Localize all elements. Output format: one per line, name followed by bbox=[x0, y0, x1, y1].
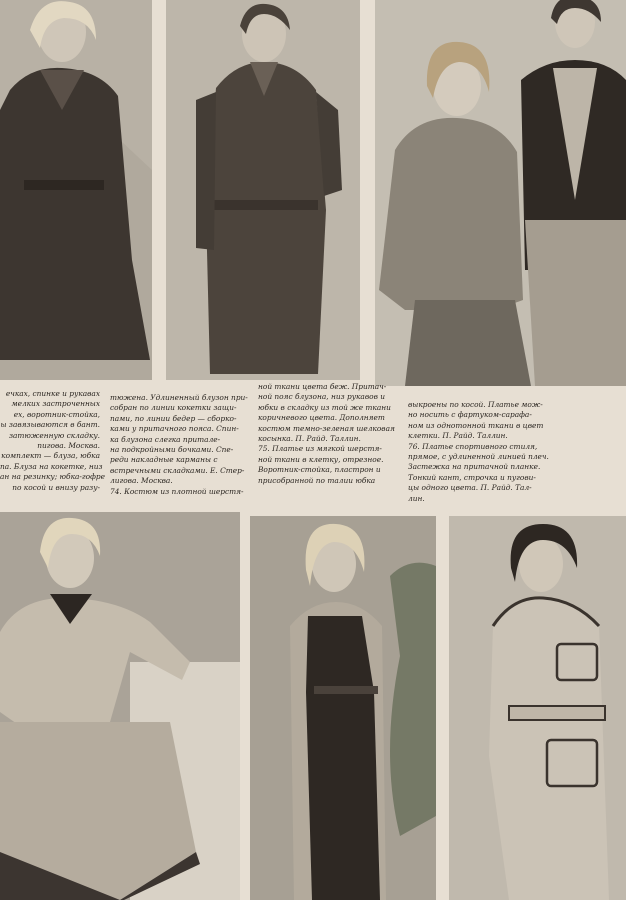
caption-line: 76. Платье спортивного стиля, bbox=[408, 441, 538, 451]
caption-column-2 bbox=[110, 393, 250, 497]
photo-bottom-3 bbox=[449, 516, 626, 900]
caption-line: ном из однотонной ткани в цвет bbox=[408, 420, 544, 430]
caption-line: комплект — блуза, юбка bbox=[1, 451, 100, 461]
caption-line: па. Блуза на кокетке, низ bbox=[0, 461, 103, 471]
caption-line: костюм темно-зеленая шелковая bbox=[258, 423, 395, 433]
caption-column-4 bbox=[408, 400, 588, 504]
caption-line: Воротник-стойка, пластрон и bbox=[258, 465, 381, 475]
caption-line: ечках, спинке и рукавах bbox=[5, 389, 100, 398]
caption-line: 74. Костюм из плотной шерстя- bbox=[110, 486, 244, 496]
caption-column-1 bbox=[0, 389, 105, 493]
caption-line: косынка. П. Райд. Таллин. bbox=[258, 434, 361, 444]
caption-line: ка блузона слегка притале- bbox=[110, 434, 221, 444]
caption-line: лигова. Москва. bbox=[110, 476, 173, 486]
caption-line: затюженную складку. bbox=[8, 430, 100, 440]
caption-line: лин. bbox=[408, 493, 425, 503]
caption-line: Застежка на притачной планке. bbox=[408, 462, 541, 472]
caption-line: пами, по линии бедер — сборко- bbox=[110, 413, 237, 423]
photo-bottom-2 bbox=[250, 516, 436, 900]
caption-line: Тонкий кант, строчка и пугови- bbox=[408, 472, 536, 482]
caption-line: юбки в складку из той же ткани bbox=[258, 402, 391, 412]
caption-line: ан на резинку; юбка-гофре bbox=[0, 472, 105, 482]
caption-line: пигова. Москва. bbox=[37, 441, 100, 451]
caption-line: ех, воротник-стойка, bbox=[13, 409, 100, 419]
caption-line: присобранной по талии юбка bbox=[258, 475, 376, 485]
caption-line: тюжена. Удлиненный блузон при- bbox=[110, 393, 248, 402]
caption-line: выкроены по косой. Платье мож- bbox=[408, 400, 543, 409]
photo-bottom-1 bbox=[0, 512, 240, 900]
caption-line: ной ткани цвета беж. Притач- bbox=[258, 382, 387, 391]
caption-line: но носить с фартуком-сарафа- bbox=[408, 410, 532, 420]
photo-top-1 bbox=[0, 0, 152, 380]
caption-line: прямое, с удлиненной линией плеч. bbox=[408, 452, 549, 462]
photo-top-2 bbox=[166, 0, 360, 380]
caption-column-3 bbox=[258, 382, 403, 486]
caption-line: встречными складками. Е. Стер- bbox=[110, 465, 245, 475]
caption-line: ы завязываются в бант. bbox=[0, 420, 100, 430]
caption-line: на подкройными бочками. Спе- bbox=[110, 445, 234, 455]
caption-line: ками у притачного пояса. Спин- bbox=[110, 424, 239, 434]
caption-line: клетки. П. Райд. Таллин. bbox=[408, 431, 508, 441]
photo-top-3 bbox=[375, 0, 626, 386]
caption-line: ной пояс блузона, низ рукавов и bbox=[258, 392, 385, 402]
caption-line: коричневого цвета. Дополняет bbox=[258, 413, 385, 423]
caption-line: собран по линии кокетки защи- bbox=[110, 403, 237, 413]
caption-line: реди накладные карманы с bbox=[110, 455, 218, 465]
caption-line: 75. Платье из мягкой шерстя- bbox=[258, 444, 382, 454]
caption-line: по косой и внизу разу- bbox=[12, 482, 100, 492]
caption-line: мелких застроченных bbox=[11, 399, 100, 409]
caption-line: ной ткани в клетку, отрезное. bbox=[258, 454, 384, 464]
caption-line: цы одного цвета. П. Райд. Тал- bbox=[408, 483, 532, 493]
